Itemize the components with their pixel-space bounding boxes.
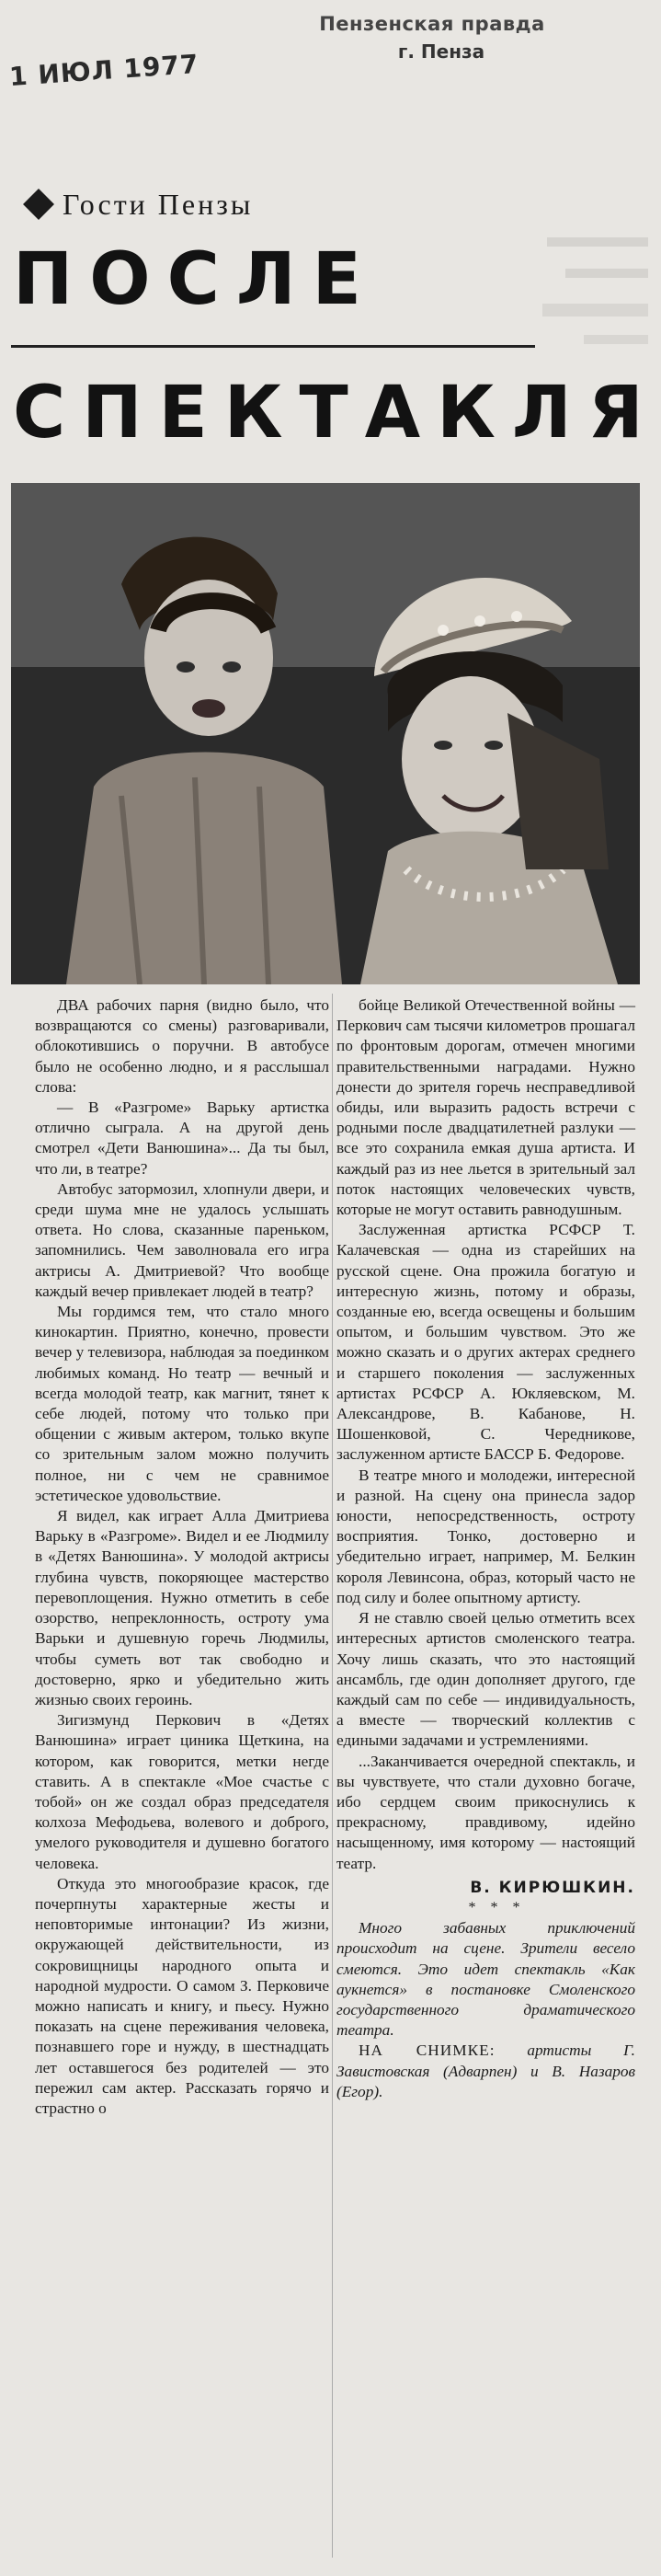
rubric bbox=[22, 189, 253, 220]
newspaper-title: Пензенская правда bbox=[319, 13, 545, 35]
article-column-right bbox=[336, 995, 635, 2102]
headline-line-2: СПЕКТАКЛЯ bbox=[13, 372, 660, 454]
paragraph: Автобус затормозил, хлопнули двери, и среди шума мне не удалось услышать ответа. Но слова, сказанные пареньком, запомнились. Чем заволновала его игра актрисы А. Дмитриевой? Что вообще каждый вечер привлекает людей в театр? bbox=[35, 1179, 329, 1300]
stage-photo bbox=[11, 483, 640, 984]
photo-caption bbox=[336, 2041, 635, 2102]
city-label: г. Пенза bbox=[397, 40, 485, 63]
article-column-left bbox=[35, 995, 329, 2119]
paragraph: Заслуженная артистка РСФСР Т. Калачевская — одна из старейших на русской сцене. Она прожила богатую и интересную жизнь, потому и образы, созданные ею, всегда освещены и большим опытом, и большим чувством. Это же можно сказать и о других актерах среднего и старшего поколения — заслуженных артистах РСФСР А. Юкляевском, М. Александрове, В. Кабанове, Н. Шошенковой, С. Чередникове, заслуженном артисте БАССР Б. Федорове. bbox=[336, 1221, 635, 1464]
author-signature: В. КИРЮШКИН. bbox=[470, 1878, 635, 1897]
paragraph: Я не ставлю своей целью отметить всех интересных артистов смоленского театра. Хочу лишь сказать, что это настоящий ансамбль, где один дополняет другого, где каждый сам по себе — индивидуальность, а вместе — творческий коллектив с едиными задачами и устремлениями. bbox=[336, 1609, 635, 1750]
paragraph: бойце Великой Отечественной войны — Перкович сам тысячи километров прошагал по фронтовым дорогам, отмечен многими правительственными наградами. Нужно донести до зрителя горечь несправедливой обиды, или выразить радость встречи с родными после двадцатилетней разлуки — все это сохранила емкая душа артиста. И каждый раз из нее льется в зрительный зал поток настоящих человеческих чувств, которые не могут оставить равнодушным. bbox=[336, 996, 635, 1219]
bleed-through-text bbox=[538, 221, 657, 359]
photo-note bbox=[336, 1918, 635, 2041]
rubric-label: Гости Пензы bbox=[63, 187, 254, 221]
paragraph: Я видел, как играет Алла Дмитриева Варьку в «Разгроме». Видел и ее Людмилу в «Детях Ванюшина». У молодой актрисы глубина чувств, покоряющее мастерство перевоплощения. Нужно отметить в себе озорство, непреклонность, остроту ума Варьки и душевную горечь Людмилы, чтобы суметь вот так свободно и достоверно, ярко и убедительно жить жизнью своих героинь. bbox=[35, 1507, 329, 1708]
paragraph: В театре много и молодежи, интересной и разной. На сцену она принесла задор юности, непосредственность, остроту восприятия. Тонко, достоверно и убедительно играет, например, М. Белкин короля Левинсона, образ, который часто не под силу и более опытному артисту. bbox=[336, 1466, 635, 1606]
paragraph: — В «Разгроме» Варьку артистка отлично сыграла. А на другой день смотрел «Дети Ванюшина»... Да ты был, что ли, в театре? bbox=[35, 1098, 329, 1178]
paragraph: ...Заканчивается очередной спектакль, и вы чувствуете, что стали духовно богаче, ибо сердцем своим прикоснулись к прекрасному, правдивому, идейно насыщенному, имя которому — настоящий театр. bbox=[336, 1752, 635, 1872]
section-separator: * * * bbox=[468, 1899, 526, 1915]
caption-text: артисты Г. Завистовская (Адварпен) и В. Назаров (Егор). bbox=[336, 2041, 635, 2100]
note-text: Много забавных приключений происходит на сцене. Зрители весело смеются. Это идет спектакль «Как аукнется» в постановке Смоленского государственного драматического театра. bbox=[336, 1919, 635, 2040]
diamond-bullet-icon bbox=[23, 189, 54, 220]
column-divider bbox=[332, 994, 333, 2558]
caption-lead: НА СНИМКЕ: bbox=[359, 2041, 496, 2060]
date-stamp: 1 ИЮЛ 1977 bbox=[8, 48, 200, 93]
photo-illustration bbox=[11, 483, 640, 984]
bleed-through-graphic bbox=[538, 221, 657, 359]
paragraph: Зигизмунд Перкович в «Детях Ванюшина» играет циника Щеткина, на котором, как говорится, метки негде ставить. А в спектакле «Мое счастье с тобой» он же создал образ председателя колхоза Мефодьева, волевого и доброго, умелого руководителя и душевно богатого человека. bbox=[35, 1711, 329, 1872]
paragraph: ДВА рабочих парня (видно было, что возвращаются со смены) разговаривали, облокотившись о поручни. В автобусе было не особенно людно, и я расслышал слова: bbox=[35, 996, 329, 1096]
headline-line-1: ПОСЛЕ bbox=[13, 238, 378, 321]
headline-divider bbox=[11, 345, 535, 348]
paragraph: Мы гордимся тем, что стало много кинокартин. Приятно, конечно, провести вечер у телевизора, наблюдая за поединком любимых команд. Но театр — вечный и всегда молодой театр, как магнит, тянет к себе людей, потому что только при общении с живым актером, только вкупе со зрительным залом можно получить полное, ни с чем не сравнимое эстетическое удовольствие. bbox=[35, 1303, 329, 1504]
paragraph: Откуда это многообразие красок, где почерпнуты характерные жесты и неповторимые интонации? Из жизни, окружающей действительности, из сокровищницы народного опыта и народной мудрости. О самом З. Перковиче можно написать и книгу, и пьесу. Нужно показать на сцене переживания человека, познавшего горе и нужду, в шестнадцать лет оставшегося без родителей — это пережил сам актер. Рассказать горячо и страстно о bbox=[35, 1874, 329, 2117]
